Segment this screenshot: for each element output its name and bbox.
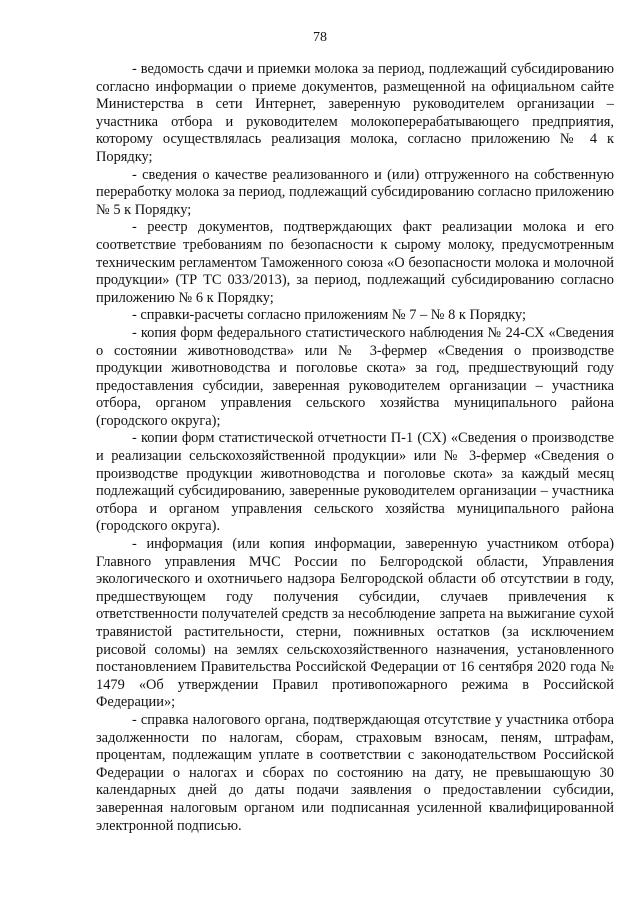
list-item-calculation-certificates: - справки-расчеты согласно приложениям № 7 – № 8 к Порядку; (132, 307, 527, 324)
list-item-tax-certificate: - справка налогового органа, подтверждающая отсутствие у участника отбора задолженности по налогам, сборам, страховым взносам, пеням, штрафам, процентам, подлежащим уплате в соответствии с законодательством Российской Федерации о налогах и сборах по состоянию на дату, не превышающую 30 календарных дней до даты подачи заявления о предоставлении субсидии, заверенная налоговым органом или подписанная усиленной квалифицированной электронной подписью. (96, 711, 614, 834)
list-item-milk-delivery-statement: - ведомость сдачи и приемки молока за период, подлежащий субсидированию согласно информации о приеме документов, размещенной на официальном сайте Министерства в сети Интернет, заверенную руководителем организации – участника отбора и руководителем молокоперерабатывающего предприятия, которому осуществлялась реализация молока, согласно приложению № 4 к Порядку; (96, 61, 614, 165)
list-item-fire-safety-information: - информация (или копия информации, заверенную участником отбора) Главного управления МЧС России по Белгородской области, Управления экологического и охотничьего надзора Белгородской области об отсутствии в году, предшествующем году получения субсидии, случаев привлечения к ответственности получателей средств за несоблюдение запрета на выжигание сухой травянистой растительности, стерни, пожнивных остатков (за исключением рисовой соломы) на землях сельскохозяйственного назначения, установленного постановлением Правительства Российской Федерации от 16 сентября 2020 года № 1479 «Об утверждении Правил противопожарного режима в Российской Федерации»; (96, 536, 614, 711)
list-item-milk-quality-info: - сведения о качестве реализованного и (или) отгруженного на собственную переработку молока за период, подлежащий субсидированию согласно приложению № 5 к Порядку; (96, 166, 614, 218)
list-item-statistical-reports-copies: - копии форм статистической отчетности П-1 (СХ) «Сведения о производстве и реализации сельскохозяйственной продукции» или № 3-фермер «Сведения о производстве продукции животноводства и поголовье скота» за каждый месяц подлежащий субсидированию, заверенные руководителем организации – участника отбора и органом управления сельского хозяйства муниципального района (городского округа). (96, 430, 614, 535)
list-item-documents-registry: - реестр документов, подтверждающих факт реализации молока и его соответствие требованиям по безопасности к сырому молоку, предусмотренным техническим регламентом Таможенного союза «О безопасности молока и молочной продукции» (ТР ТС 033/2013), за период, подлежащий субсидированию согласно приложению № 6 к Порядку; (96, 219, 614, 306)
document-body (96, 61, 614, 835)
page-number: 78 (313, 30, 327, 45)
list-item-statistical-forms-copy: - копия форм федерального статистического наблюдения № 24-СХ «Сведения о состоянии животноводства» или № 3-фермер «Сведения о производстве продукции животноводства и поголовье скота» за год, предшествующий году предоставления субсидии, заверенная руководителем организации – участника отбора, органом управления сельского хозяйства муниципального района (городского округа); (96, 324, 614, 429)
